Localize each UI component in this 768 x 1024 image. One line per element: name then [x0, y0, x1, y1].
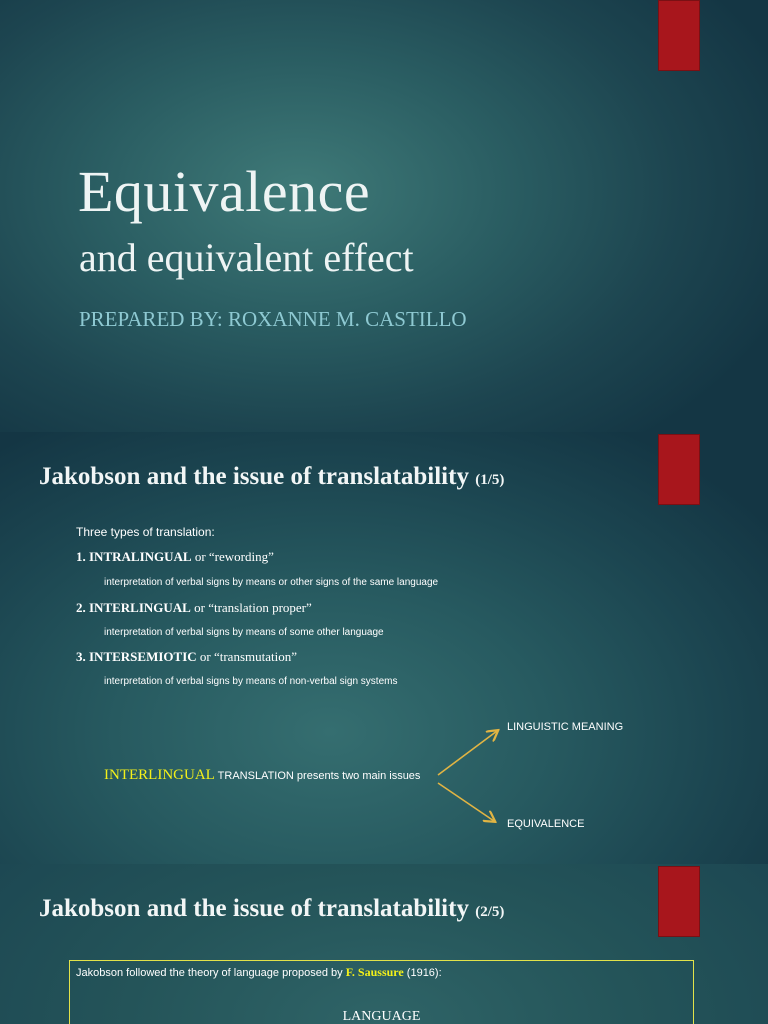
type-description: interpretation of verbal signs by means or other signs of the same language — [104, 577, 439, 588]
slide-subtitle: and equivalent effect — [79, 235, 414, 280]
type-number: 3. — [76, 649, 86, 664]
interlingual-caps: TRANSLATION — [214, 770, 294, 782]
slide-title: Equivalence — [78, 159, 371, 224]
type-name: INTRALINGUAL — [89, 549, 192, 564]
branch-linguistic-meaning: LINGUISTIC MEANING — [507, 721, 624, 733]
page-indicator: (2/5) — [475, 904, 505, 920]
type-alt: or “rewording” — [191, 549, 274, 564]
box-center-label: LANGUAGE — [342, 1009, 421, 1024]
author-line: PREPARED BY: ROXANNE M. CASTILLO — [79, 307, 467, 331]
title-slide — [0, 0, 768, 432]
slide-accent-tab — [658, 866, 700, 937]
type-description: interpretation of verbal signs by means of some other language — [104, 627, 384, 638]
type-name: INTERSEMIOTIC — [89, 649, 197, 664]
arrow-up — [438, 731, 497, 775]
box-text-after: (1916): — [403, 967, 442, 979]
type-alt: or “translation proper” — [190, 600, 312, 615]
slide-accent-tab — [658, 0, 700, 71]
type-name: INTERLINGUAL — [89, 600, 191, 615]
heading-text: Jakobson and the issue of translatability — [39, 463, 469, 490]
type-description: interpretation of verbal signs by means of non-verbal sign systems — [104, 676, 398, 687]
interlingual-rest: presents two main issues — [293, 770, 421, 782]
type-alt: or “transmutation” — [196, 649, 297, 664]
interlingual-highlight: INTERLINGUAL — [104, 767, 215, 783]
box-author: F. Saussure — [345, 965, 404, 979]
page-indicator: (1/5) — [475, 472, 505, 488]
box-text-before: Jakobson followed the theory of language proposed by — [76, 967, 346, 979]
intro-text: Three types of translation: — [76, 525, 215, 539]
slide-translatability-1 — [0, 432, 768, 864]
heading-text: Jakobson and the issue of translatability — [39, 895, 469, 922]
slide-translatability-2 — [0, 864, 768, 1024]
branch-equivalence: EQUIVALENCE — [507, 818, 585, 830]
arrow-down — [438, 783, 494, 821]
type-number: 2. — [76, 600, 86, 615]
type-number: 1. — [76, 549, 86, 564]
box-text — [76, 965, 442, 980]
slide-heading — [39, 895, 504, 923]
saussure-box — [69, 960, 694, 1024]
interlingual-statement — [104, 767, 420, 784]
branch-arrows — [0, 432, 768, 864]
